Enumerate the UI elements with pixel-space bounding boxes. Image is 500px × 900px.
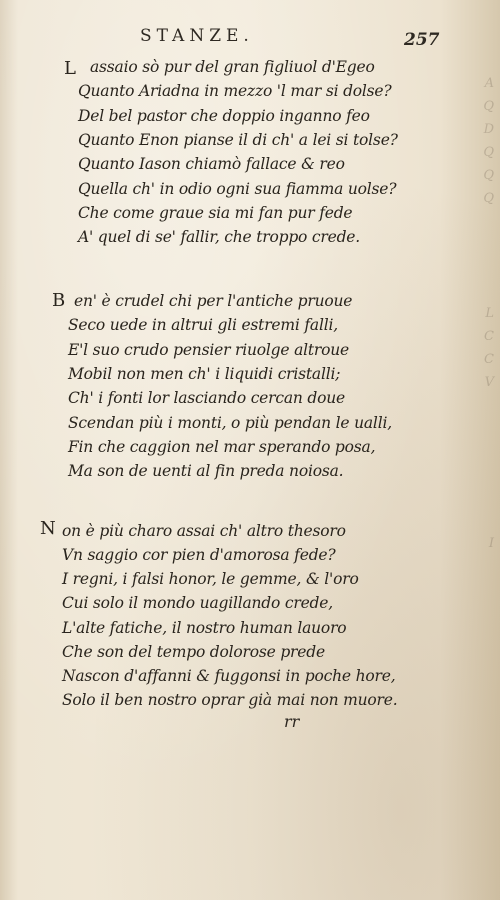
verse-line: assaio sò pur del gran figliuol d'Egeo xyxy=(90,58,375,76)
stanza-initial: N xyxy=(40,518,56,539)
verse-line: I regni, i falsi honor, le gemme, & l'oro xyxy=(62,570,359,588)
verse-line: E'l suo crudo pensier riuolge altroue xyxy=(68,341,349,359)
verse-line: on è più charo assai ch' altro thesoro xyxy=(62,522,346,540)
bleed-through-margin: A Q D Q Q Q L C C V I xyxy=(483,76,494,551)
verse-line: Quella ch' in odio ogni sua fiamma uolse? xyxy=(78,180,397,198)
verse-line: Vn saggio cor pien d'amorosa fede? xyxy=(62,546,336,564)
verse-line: Che son del tempo dolorose prede xyxy=(62,643,325,661)
verse-line: Del bel pastor che doppio inganno feo xyxy=(78,107,370,125)
verse-line: Scendan più i monti, o più pendan le ualli, xyxy=(68,414,392,432)
verse-line: Quanto Iason chiamò fallace & reo xyxy=(78,155,345,173)
page-number: 257 xyxy=(404,30,440,50)
verse-line: A' quel di se' fallir, che troppo crede. xyxy=(78,228,360,246)
verse-line: Seco uede in altrui gli estremi falli, xyxy=(68,316,338,334)
verse-line: Solo il ben nostro oprar già mai non muore. xyxy=(62,691,398,709)
verse-line: Che come graue sia mi fan pur fede xyxy=(78,204,353,222)
page-header xyxy=(0,26,500,52)
verse-line: Nascon d'affanni & fuggonsi in poche hore, xyxy=(62,667,396,685)
verse-line: L'alte fatiche, il nostro human lauoro xyxy=(62,619,347,637)
verse-line: Ma son de uenti al fin preda noiosa. xyxy=(68,462,344,480)
verse-line: Mobil non men ch' i liquidi cristalli; xyxy=(68,365,341,383)
verse-line: Cui solo il mondo uagillando crede, xyxy=(62,594,333,612)
stanza-initial: L xyxy=(64,58,76,79)
verse-line: Quanto Enon pianse il di ch' a lei si tolse? xyxy=(78,131,398,149)
running-title: STANZE. xyxy=(140,26,254,46)
stanza-initial: B xyxy=(52,290,66,311)
verse-line: Fin che caggion nel mar sperando posa, xyxy=(68,438,376,456)
verse-line: Quanto Ariadna in mezzo 'l mar si dolse? xyxy=(78,82,392,100)
catchword: rr xyxy=(284,712,300,731)
verse-line: Ch' i fonti lor lasciando cercan doue xyxy=(68,389,346,407)
bleed-through-text xyxy=(92,708,96,723)
verse-line: en' è crudel chi per l'antiche pruoue xyxy=(74,292,353,310)
